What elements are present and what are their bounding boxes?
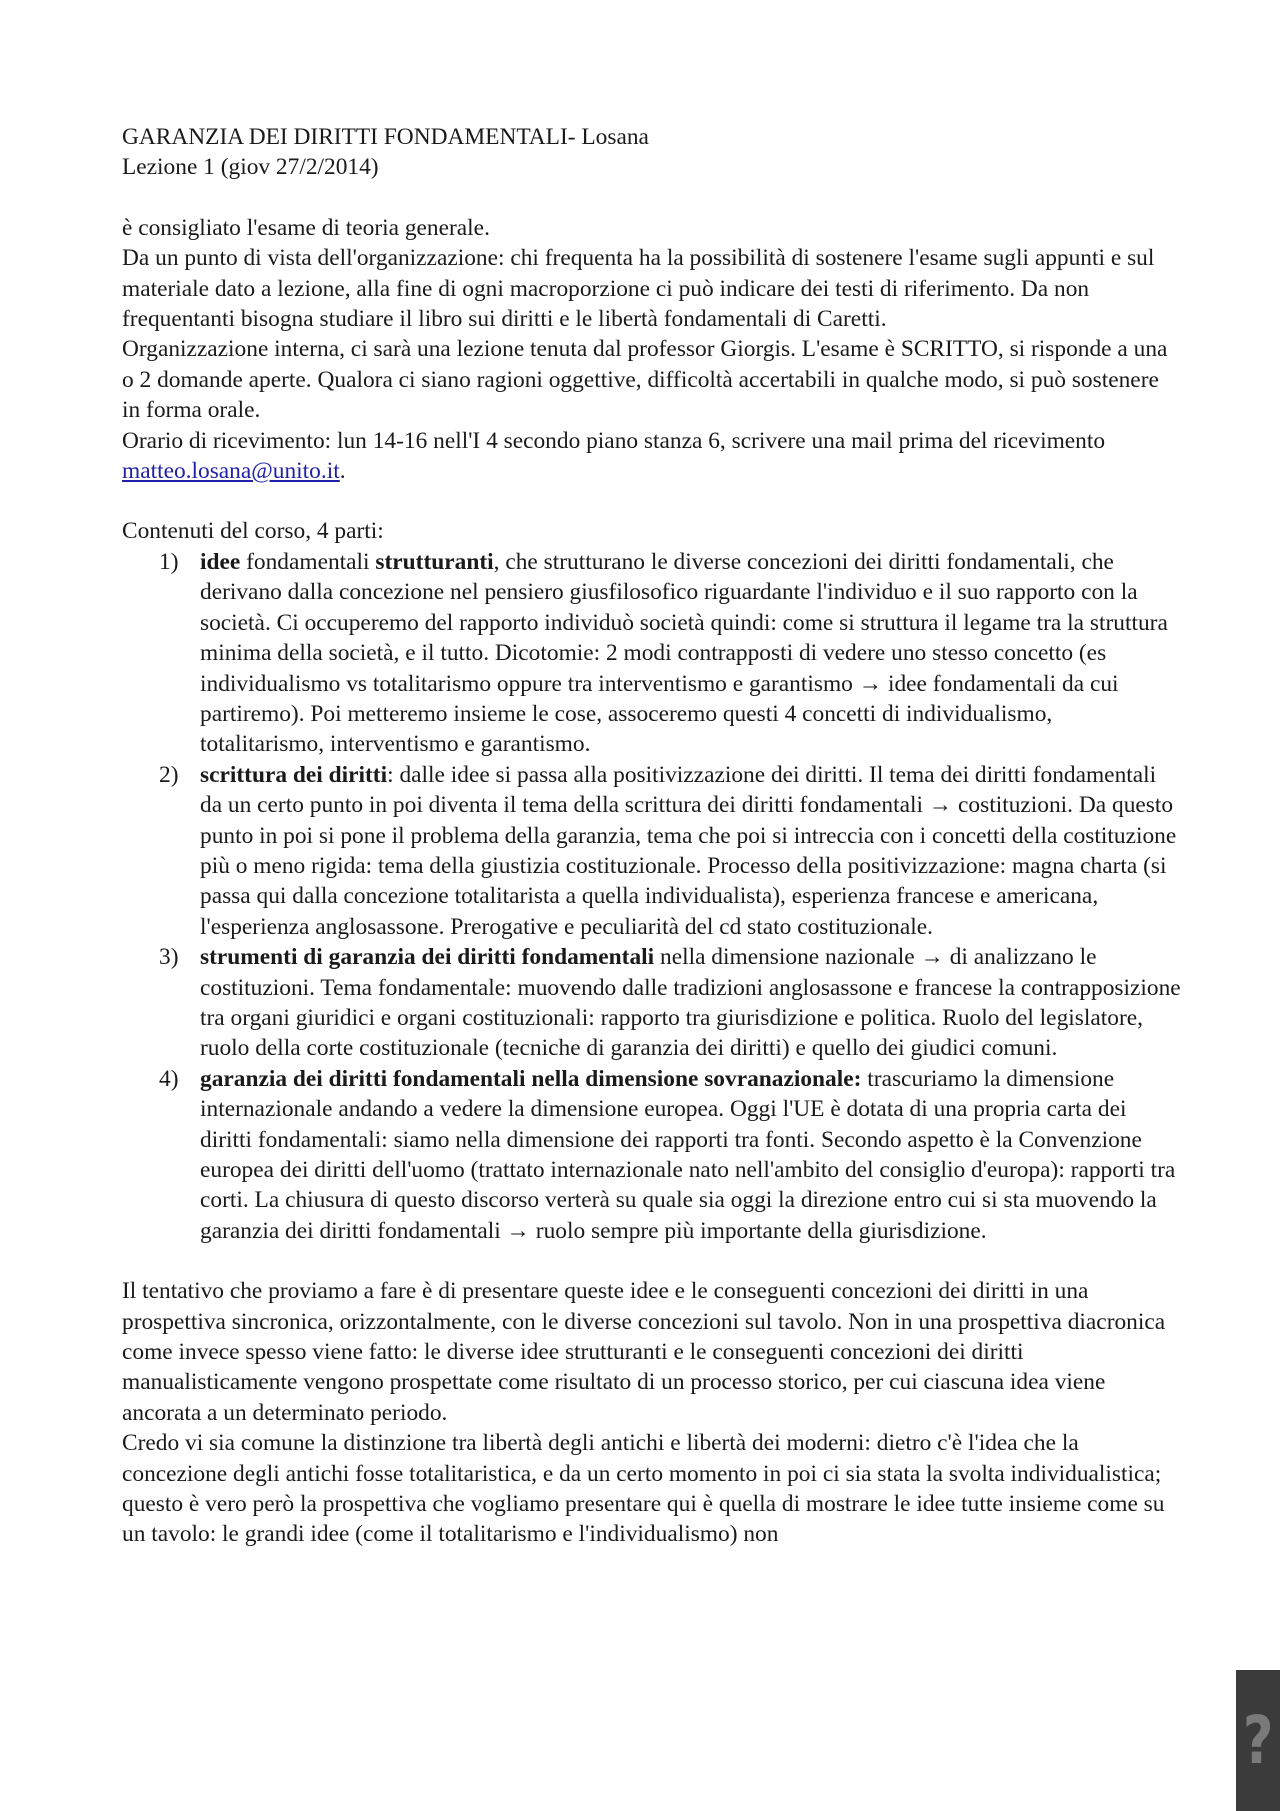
list-item-text: , che strutturano le diverse concezioni dei diritti fondamentali, che derivano dalla concezione nel pensiero giusfilosofico riguardante l'individuo e il suo rapporto con la società. Ci occuperemo del rapporto individuò società quindi: come si struttura il legame tra la struttura minima della società, e il tutto. Dicotomie: 2 modi contrapposti di vedere uno stesso concetto (es individualismo vs totalitarismo oppure tra interventismo e garantismo → idee fondamentali da cui partiremo). Poi metteremo insieme le cose, assoceremo questi 4 concetti di individualismo, totalitarismo, interventismo e garantismo. xyxy=(200,548,1168,758)
list-item xyxy=(122,547,1182,760)
intro-paragraph-1: è consigliato l'esame di teoria generale. xyxy=(122,214,490,241)
document-subtitle: Lezione 1 (giov 27/2/2014) xyxy=(122,154,379,181)
list-item xyxy=(122,1064,1182,1246)
list-item xyxy=(122,760,1182,942)
list-item-bold: scrittura dei diritti xyxy=(200,761,388,788)
question-mark-icon: ? xyxy=(1242,1701,1274,1779)
list-item-number: 1) xyxy=(159,548,179,575)
list-item-number: 2) xyxy=(159,761,179,788)
course-parts-list xyxy=(122,547,1182,1246)
list-item-bold: strutturanti xyxy=(375,548,494,575)
list-item-number: 3) xyxy=(159,944,179,971)
list-item-bold: strumenti di garanzia dei diritti fondamentali xyxy=(200,944,655,971)
document-title: GARANZIA DEI DIRITTI FONDAMENTALI- Losana xyxy=(122,124,649,150)
document-page xyxy=(122,122,1182,1550)
list-item-number: 4) xyxy=(159,1065,179,1092)
list-item xyxy=(122,942,1182,1064)
list-item-text: trascuriamo la dimensione internazionale andando a vedere la dimensione europea. Oggi l'UE è dotata di una propria carta dei diritti fondamentali: siamo nella dimensione dei rapporti tra fonti. Secondo aspetto è la Convenzione europea dei diritti dell'uomo (trattato internazionale nato nell'ambito del consiglio d'europa): rapporti tra corti. La chiusura di questo discorso verterà su quale sia oggi la direzione entro cui si sta muovendo la garanzia dei diritti fondamentali → ruolo sempre più importante della giurisdizione. xyxy=(200,1065,1176,1244)
help-button[interactable] xyxy=(1236,1670,1280,1811)
closing-paragraph-1: Il tentativo che proviamo a fare è di presentare queste idee e le conseguenti concezioni dei diritti in una prospettiva sincronica, orizzontalmente, con le diverse concezioni sul tavolo. Non in una prospettiva diacronica come invece spesso viene fatto: le diverse idee strutturanti e le conseguenti concezioni dei diritti manualisticamente vengono prospettate come risultato di un processo storico, per cui ciascuna idea viene ancorata a un determinato periodo. xyxy=(122,1278,1166,1426)
reception-hours-text: Orario di ricevimento: lun 14-16 nell'I 4 secondo piano stanza 6, scrivere una mail prima del ricevimento xyxy=(122,427,1106,454)
intro-paragraph-4 xyxy=(122,426,1182,487)
list-item-text: nella dimensione nazionale → di analizzano le costituzioni. Tema fondamentale: muovendo dalle tradizioni anglosassone e francese la contrapposizione tra organi giuridici e organi costituzionali: rapporto tra giurisdizione e politica. Ruolo del legislatore, ruolo della corte costituzionale (tecniche di garanzia dei diritti) e quello dei giudici comuni. xyxy=(200,944,1181,1062)
contents-heading: Contenuti del corso, 4 parti: xyxy=(122,518,384,545)
list-item-bold: idee xyxy=(200,548,241,575)
reception-hours-end: . xyxy=(339,458,346,485)
email-link[interactable]: matteo.losana@unito.it xyxy=(122,458,340,485)
intro-paragraph-3: Organizzazione interna, ci sarà una lezione tenuta dal professor Giorgis. L'esame è SCRITTO, si risponde a una o 2 domande aperte. Qualora ci siano ragioni oggettive, difficoltà accertabili in qualche modo, si può sostenere in forma orale. xyxy=(122,336,1168,424)
list-item-text: fondamentali xyxy=(240,548,376,575)
closing-paragraph-2: Credo vi sia comune la distinzione tra libertà degli antichi e libertà dei moderni: dietro c'è l'idea che la concezione degli antichi fosse totalitaristica, e da un certo momento in poi ci sia stata la svolta individualistica; questo è vero però la prospettiva che vogliamo presentare qui è quella di mostrare le idee tutte insieme come su un tavolo: le grandi idee (come il totalitarismo e l'individualismo) non xyxy=(122,1430,1165,1548)
list-item-text: : dalle idee si passa alla positivizzazione dei diritti. Il tema dei diritti fondamentali da un certo punto in poi diventa il tema della scrittura dei diritti fondamentali → costituzioni. Da questo punto in poi si pone il problema della garanzia, tema che poi si intreccia con i concetti della costituzione più o meno rigida: tema della giustizia costituzionale. Processo della positivizzazione: magna charta (si passa qui dalla concezione totalitarista a quella individualista), esperienza francese e americana, l'esperienza anglosassone. Prerogative e peculiarità del cd stato costituzionale. xyxy=(200,761,1177,940)
list-item-bold: garanzia dei diritti fondamentali nella dimensione sovranazionale: xyxy=(200,1065,862,1092)
intro-paragraph-2: Da un punto di vista dell'organizzazione: chi frequenta ha la possibilità di sostenere l'esame sugli appunti e sul materiale dato a lezione, alla fine di ogni macroporzione ci può indicare dei testi di riferimento. Da non frequentanti bisogna studiare il libro sui diritti e le libertà fondamentali di Caretti. xyxy=(122,245,1155,333)
